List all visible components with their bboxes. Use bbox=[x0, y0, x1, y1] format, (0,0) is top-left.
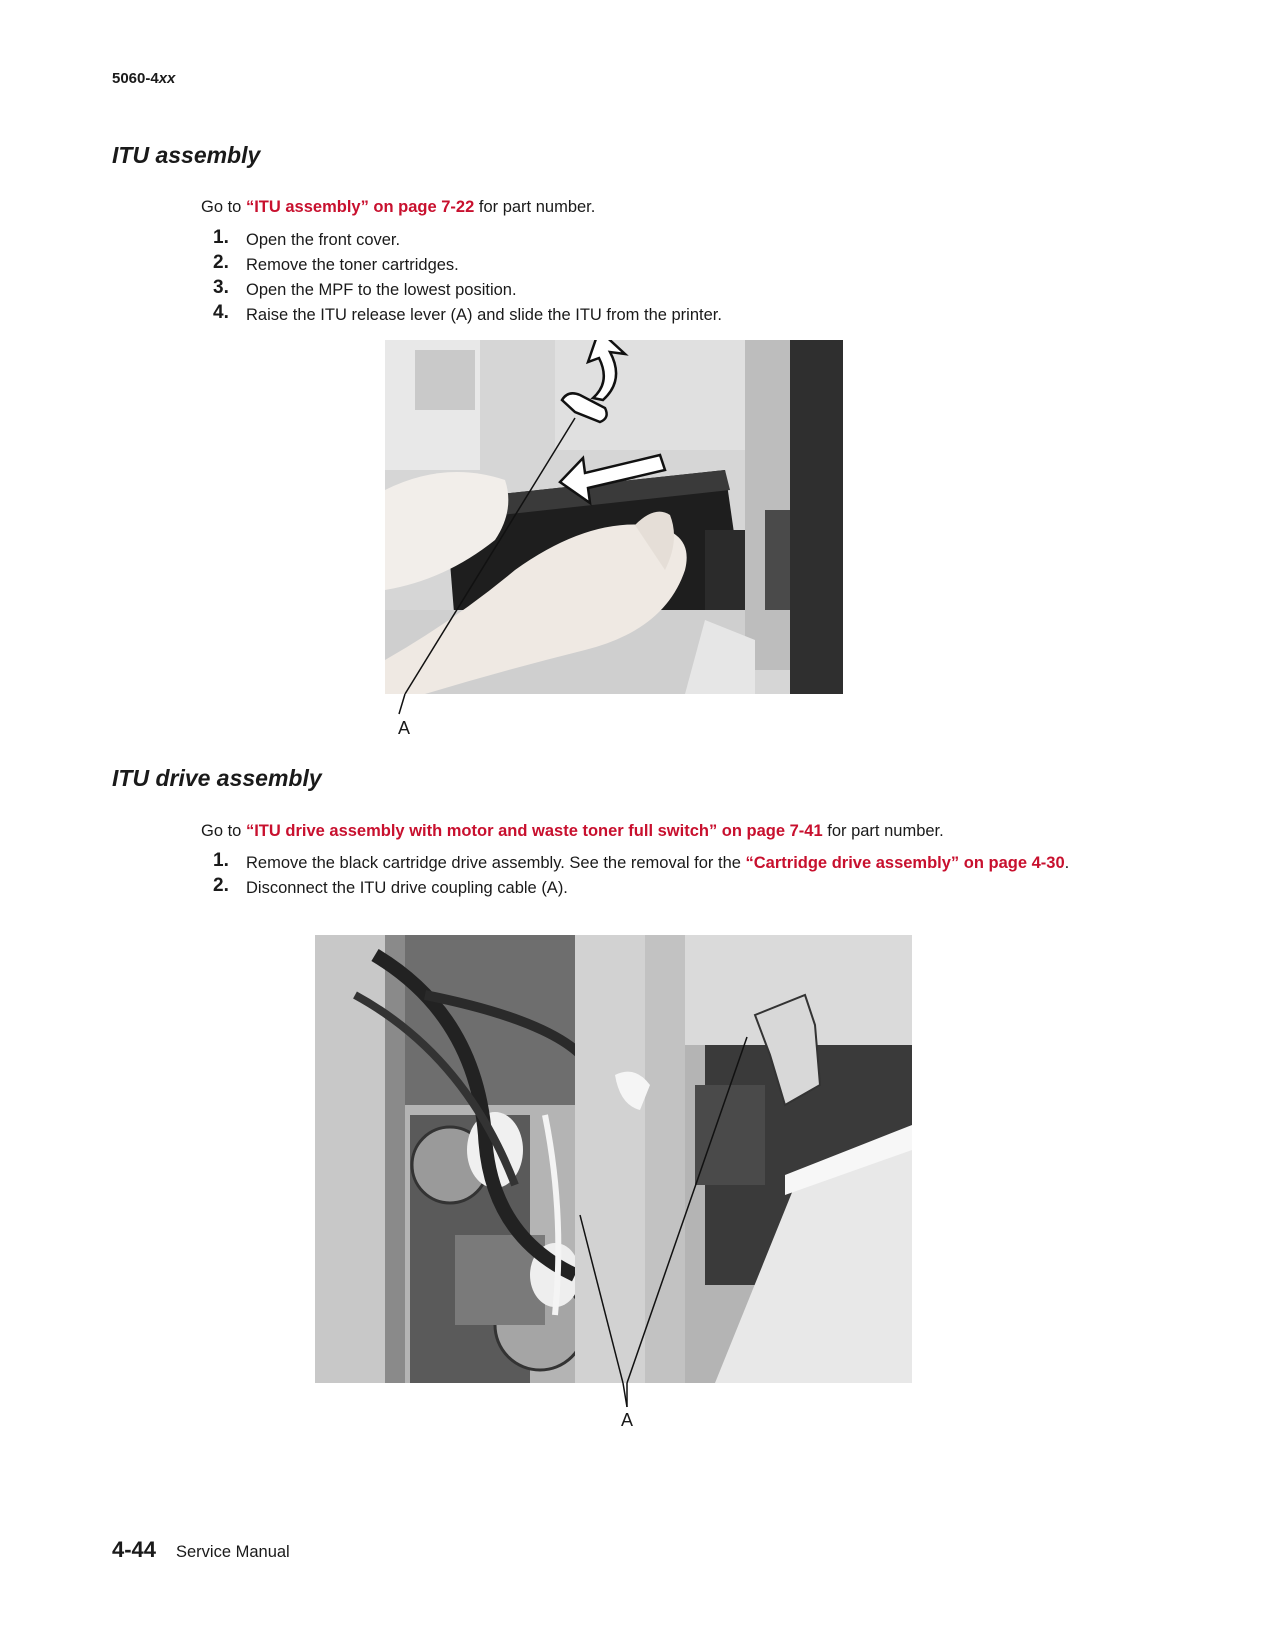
step-number: 3. bbox=[213, 277, 229, 298]
step-text: Disconnect the ITU drive coupling cable (A). bbox=[246, 879, 568, 897]
step-text-end: . bbox=[1064, 854, 1070, 872]
step-number: 1. bbox=[213, 227, 229, 248]
itu-removal-illustration bbox=[385, 340, 843, 694]
cartridge-drive-link[interactable]: “Cartridge drive assembly” on page 4-30 bbox=[745, 854, 1065, 872]
section2-intro-pre: Go to bbox=[201, 822, 246, 840]
section1-intro-pre: Go to bbox=[201, 198, 246, 216]
itu-drive-illustration bbox=[315, 935, 912, 1383]
itu-drive-photo bbox=[315, 935, 912, 1383]
step-number: 2. bbox=[213, 252, 229, 273]
list-item bbox=[201, 852, 1101, 874]
list-item bbox=[201, 877, 1101, 899]
callout-label-a: A bbox=[621, 1410, 634, 1430]
section2-steps bbox=[201, 852, 1101, 902]
step-text: Remove the black cartridge drive assembly. See the removal for the bbox=[246, 854, 746, 872]
step-text: Raise the ITU release lever (A) and slide the ITU from the printer. bbox=[246, 306, 722, 324]
callout-leader-2 bbox=[600, 1383, 640, 1411]
step-number: 2. bbox=[213, 875, 229, 896]
document-title: Service Manual bbox=[176, 1543, 290, 1561]
step-text: Remove the toner cartridges. bbox=[246, 256, 459, 274]
step-number: 4. bbox=[213, 302, 229, 323]
page-number: 4-44 bbox=[112, 1537, 157, 1562]
section-title-itu-drive-assembly: ITU drive assembly bbox=[112, 765, 322, 791]
section1-intro-post: for part number. bbox=[474, 198, 596, 216]
list-item bbox=[201, 229, 1101, 251]
callout-leader-1 bbox=[385, 694, 425, 718]
document-code-prefix: 5060-4 bbox=[112, 70, 159, 87]
document-code-suffix: xx bbox=[158, 70, 176, 87]
callout-label-a: A bbox=[398, 718, 411, 738]
step-number: 1. bbox=[213, 850, 229, 871]
section-title-itu-assembly: ITU assembly bbox=[112, 142, 261, 168]
section2-intro bbox=[201, 822, 944, 841]
document-code bbox=[112, 70, 175, 87]
list-item bbox=[201, 279, 1101, 301]
itu-removal-photo bbox=[385, 340, 843, 694]
section2-intro-post: for part number. bbox=[822, 822, 944, 840]
section2-intro-link[interactable]: “ITU drive assembly with motor and waste toner full switch” on page 7-41 bbox=[245, 822, 823, 840]
step-text: Open the front cover. bbox=[246, 231, 401, 249]
step-text: Open the MPF to the lowest position. bbox=[246, 281, 517, 299]
section1-intro-link[interactable]: “ITU assembly” on page 7-22 bbox=[245, 198, 475, 216]
section1-intro bbox=[201, 198, 595, 217]
list-item bbox=[201, 304, 1101, 326]
list-item bbox=[201, 254, 1101, 276]
section1-steps bbox=[201, 229, 1101, 329]
